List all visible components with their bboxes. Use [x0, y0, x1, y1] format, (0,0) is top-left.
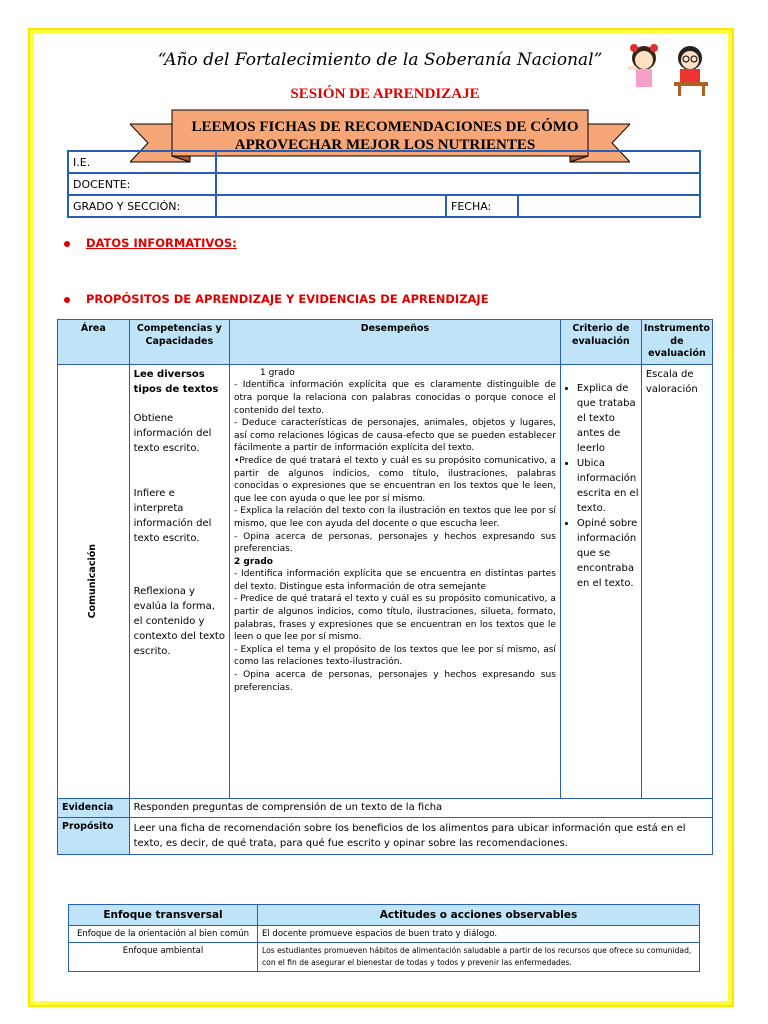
criterio-2: • Ubica información escrita en el texto.: [577, 456, 639, 516]
criterio-cell: [560, 364, 641, 798]
actitud-1: El docente promueve espacios de buen trato y diálogo.: [258, 926, 700, 943]
desempeno-2-1: - Identifica información explícita que se encuentra en distintas partes del texto. Distingue esta información de otra semejante: [234, 569, 556, 592]
criterio-1: • Explica de que trataba el texto antes de leerlo: [577, 381, 639, 456]
docente-label: DOCENTE:: [68, 173, 216, 195]
desempeno-1-2: - Deduce características de personajes, animales, objetos y lugares, así como relaciones lógicas de causa-efecto que se pueden establecer fácilmente a partir de información explícita del texto.: [234, 418, 556, 454]
desempeno-1-1: - Identifica información explícita que es claramente distinguible de otra porque la relaciona con palabras conocidas o porque conoce el contenido del texto.: [234, 380, 556, 416]
enfoque-1: Enfoque de la orientación al bien común: [69, 926, 258, 943]
learning-table: [57, 319, 713, 855]
fecha-label: FECHA:: [446, 195, 518, 217]
header-instrumento: Instrumento de evaluación: [641, 320, 712, 365]
capacidad-3: Reflexiona y evalúa la forma, el contenido y contexto del texto escrito.: [133, 585, 225, 657]
capacidad-1: Obtiene información del texto escrito.: [133, 412, 212, 454]
desempeno-2-2: - Predice de qué tratará el texto y cuál es su propósito comunicativo, a partir de algunos indicios, como título, ilustraciones, silueta, formato, palabras, frases y expresiones que se encuentran en los textos que le leen o que lee por sí mismo.: [234, 594, 556, 643]
grado-field[interactable]: [216, 195, 446, 217]
grado-label: GRADO Y SECCIÓN:: [68, 195, 216, 217]
instrumento-cell: Escala de valoración: [641, 364, 712, 798]
competencia-title: Lee diversos tipos de textos: [133, 368, 219, 395]
competencias-cell: [129, 364, 229, 798]
criterio-3: • Opiné sobre información que se encontraba en el texto.: [577, 516, 639, 591]
grado-1-label: 1 grado: [260, 367, 295, 378]
bullet-dot: [64, 241, 70, 247]
actitud-2: Los estudiantes promueven hábitos de alimentación saludable a partir de los recursos que ofrece su comunidad, con el fin de asegurar el bienestar de todas y todos y prevenir las enfermedades.: [258, 943, 700, 972]
propositos-heading: PROPÓSITOS DE APRENDIZAJE Y EVIDENCIAS DE APRENDIZAJE: [64, 292, 489, 306]
desempeno-1-5: - Opina acerca de personas, personajes y hechos expresando sus preferencias.: [234, 531, 556, 555]
grado-2-label: 2 grado: [234, 556, 273, 567]
area-label: Comunicación: [87, 544, 99, 619]
header-desempenos: Desempeños: [230, 320, 561, 365]
ie-label: I.E.: [68, 151, 216, 173]
children-illustration: [622, 38, 714, 98]
fecha-field[interactable]: [518, 195, 700, 217]
banner-line-1: LEEMOS FICHAS DE RECOMENDACIONES DE CÓMO: [191, 119, 579, 135]
actitudes-header: Actitudes o acciones observables: [258, 905, 700, 926]
desempeno-1-4: - Explica la relación del texto con la ilustración en textos que lee por sí mismo, que lee con ayuda del docente o que escucha leer.: [234, 506, 556, 529]
datos-heading: DATOS INFORMATIVOS:: [64, 236, 237, 250]
desempeno-2-3: - Explica el tema y el propósito de los textos que lee por sí mismo, así como las relaciones texto-ilustración.: [234, 644, 556, 668]
desempeno-1-3: •Predice de qué tratará el texto y cuál es su propósito comunicativo, a partir de algunos indicios, como título, ilustraciones, palabras conocidas o expresiones que se encuentran en los textos que le leen, que lee con ayuda o que lee por sí mismo.: [234, 455, 556, 504]
header-competencias: Competencias y Capacidades: [129, 320, 229, 365]
desempenos-cell: [230, 364, 561, 798]
evidencia-text: Responden preguntas de comprensión de un texto de la ficha: [129, 798, 712, 818]
header-criterio: Criterio de evaluación: [560, 320, 641, 365]
proposito-text: Leer una ficha de recomendación sobre los beneficios de los alimentos para ubicar información que está en el texto, es decir, de qué trata, para qué fue escrito y opinar sobre las recomendaciones.: [129, 818, 712, 855]
docente-field[interactable]: [216, 173, 700, 195]
enfoques-table: [68, 904, 700, 972]
header-area: Área: [58, 320, 130, 365]
area-cell: [58, 364, 130, 798]
enfoque-header: Enfoque transversal: [69, 905, 258, 926]
ie-field[interactable]: [216, 151, 700, 173]
banner-line-2: APROVECHAR MEJOR LOS NUTRIENTES: [234, 137, 536, 153]
proposito-label: Propósito: [58, 818, 130, 855]
enfoque-2: Enfoque ambiental: [69, 943, 258, 972]
session-title: SESIÓN DE APRENDIZAJE: [290, 86, 480, 102]
bullet-dot: [64, 297, 70, 303]
year-title: “Año del Fortalecimiento de la Soberanía Nacional”: [157, 50, 603, 70]
evidencia-label: Evidencia: [58, 798, 130, 818]
desempeno-2-4: - Opina acerca de personas, personajes y hechos expresando sus preferencias.: [234, 670, 556, 693]
banner-text: [175, 118, 595, 154]
capacidad-2: Infiere e interpreta información del texto escrito.: [133, 487, 212, 544]
info-table: [67, 150, 701, 218]
